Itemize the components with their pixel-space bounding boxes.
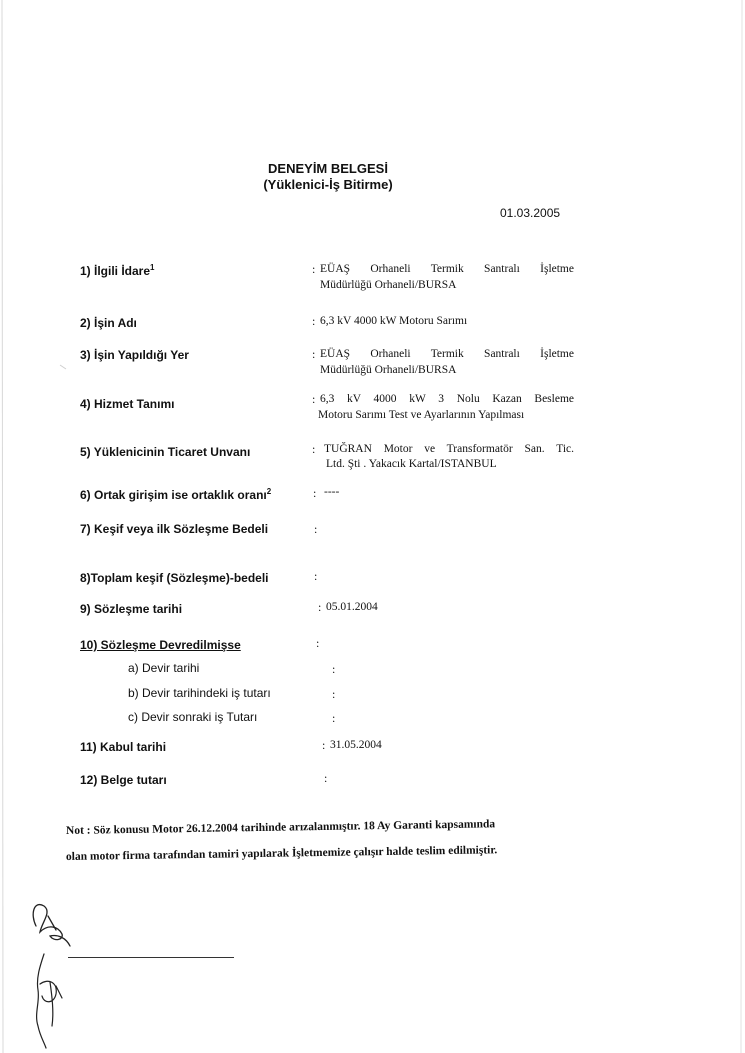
colon: : [312, 442, 316, 456]
value-ilgili-idare-line1: EÜAŞ Orhaneli Termik Santralı İşletme [320, 263, 574, 275]
colon: : [312, 262, 316, 276]
note-line-1: Not : Söz konusu Motor 26.12.2004 tarihinde arızalanmıştır. 18 Ay Garanti kapsamında [65, 818, 496, 837]
value-ilgili-idare-line2: Müdürlüğü Orhaneli/BURSA [320, 279, 457, 291]
colon: : [324, 771, 328, 785]
value-hizmet-tanimi-line1: 6,3 kV 4000 kW 3 Nolu Kazan Besleme [320, 393, 574, 405]
value-sozlesme-tarihi: 05.01.2004 [326, 601, 378, 613]
label-sozlesme-devredilmisse: 10) Sözleşme Devredilmişse [80, 638, 241, 652]
label-devir-tarihindeki-is-tutari: b) Devir tarihindeki iş tutarı [128, 686, 271, 700]
label-devir-tarihi: a) Devir tarihi [128, 661, 200, 675]
handwritten-initials [14, 886, 104, 1051]
document-header [228, 161, 428, 193]
label-sozlesme-tarihi: 9) Sözleşme tarihi [80, 602, 183, 616]
value-isin-yapildigi-yer-line2: Müdürlüğü Orhaneli/BURSA [320, 364, 457, 376]
label-ilk-sozlesme-bedeli: 7) Keşif veya ilk Sözleşme Bedeli [80, 522, 269, 536]
value-ticaret-unvani-line2: Ltd. Şti . Yakacık Kartal/ISTANBUL [326, 458, 497, 470]
colon: : [318, 600, 322, 614]
label-isin-adi: 2) İşin Adı [80, 316, 137, 330]
label-kabul-tarihi: 11) Kabul tarihi [80, 740, 167, 754]
label-ilgili-idare: 1) İlgili İdare$^1$ [80, 263, 155, 278]
colon: : [316, 636, 320, 650]
label-toplam-kesif-bedeli: 8)Toplam keşif (Sözleşme)-bedeli [80, 571, 269, 585]
value-hizmet-tanimi-line2: Motoru Sarımı Test ve Ayarlarının Yapılması [318, 409, 525, 421]
colon: : [314, 569, 318, 583]
footnote-2: 2 [266, 487, 272, 496]
label-devir-sonraki-is-tutari: c) Devir sonraki iş Tutarı [128, 710, 258, 724]
label-isin-yapildigi-yer: 3) İşin Yapıldığı Yer [80, 348, 189, 362]
colon: : [332, 687, 336, 701]
label-belge-tutari: 12) Belge tutarı [80, 773, 167, 787]
label-ticaret-unvani: 5) Yüklenicinin Ticaret Unvanı [80, 445, 251, 459]
value-kabul-tarihi: 31.05.2004 [330, 739, 382, 751]
value-isin-adi: 6,3 kV 4000 kW Motoru Sarımı [320, 315, 468, 327]
value-ortaklik-orani: ---- [324, 486, 340, 498]
colon: : [332, 662, 336, 676]
colon: : [314, 522, 318, 536]
document-title: DENEYİM BELGESİ [268, 161, 388, 176]
document-date: 01.03.2005 [500, 206, 561, 220]
document-subtitle: (Yüklenici-İş Bitirme) [263, 177, 393, 192]
value-ticaret-unvani-line1: TUĞRAN Motor ve Transformatör San. Tic. [324, 443, 574, 455]
note-line-2: olan motor firma tarafından tamiri yapılarak İşletmemize çalışır halde teslim edilmiştir. [65, 844, 498, 863]
colon: : [322, 738, 326, 752]
value-isin-yapildigi-yer-line1: EÜAŞ Orhaneli Termik Santralı İşletme [320, 348, 574, 360]
colon: : [332, 711, 336, 725]
footnote-1: 1 [150, 263, 155, 272]
label-ortaklik-orani: 6) Ortak girişim ise ortaklık oranı$^2$ [80, 487, 272, 502]
label-hizmet-tanimi: 4) Hizmet Tanımı [80, 397, 175, 411]
colon: : [312, 347, 316, 361]
colon: : [312, 314, 316, 328]
colon: : [313, 486, 317, 500]
colon: : [312, 392, 316, 406]
